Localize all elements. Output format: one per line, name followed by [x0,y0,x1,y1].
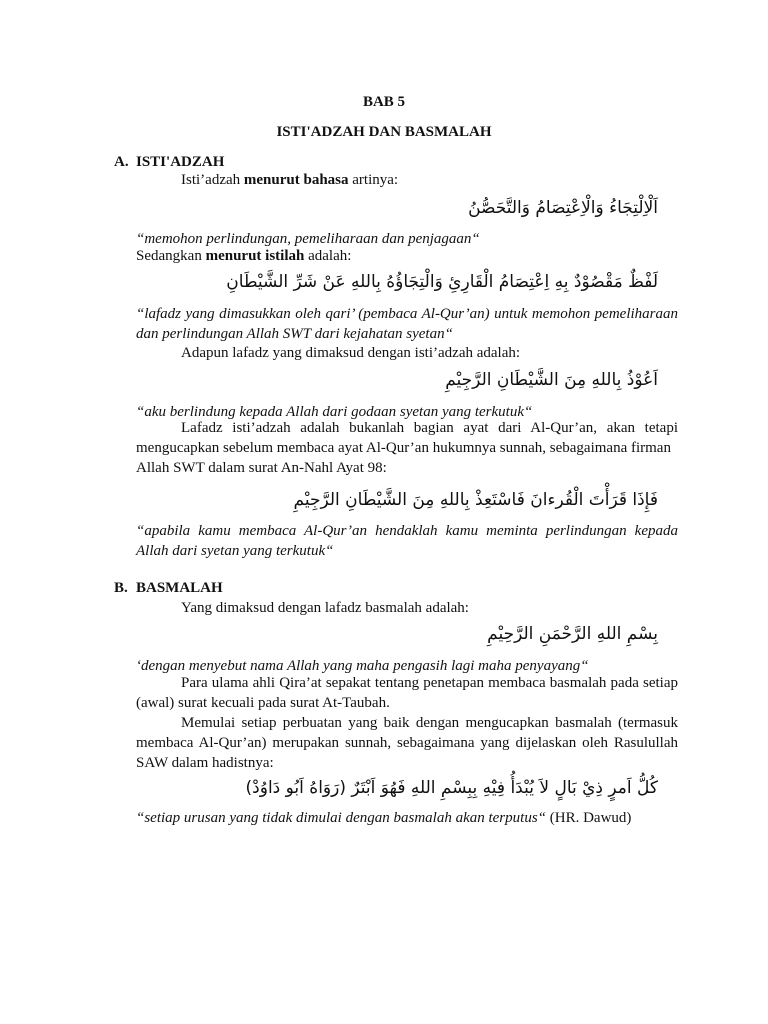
meaning-istilah-line2: dan perlindungan Allah SWT dari kejahatan syetan“ [136,326,453,342]
paragraph-b2-line1: Memulai setiap perbuatan yang baik dengan mengucapkan basmalah (termasuk [181,715,678,731]
istilah-text-end: adalah: [304,248,352,264]
meaning-an-nahl-line1: “apabila kamu membaca Al-Qur’an hendaklah kamu meminta perlindungan kepada [136,523,678,539]
arabic-istilah: لَفْظٌ مَقْصُوْدٌ بِهِ اِعْتِصَامُ الْقَارِئِ وَالْتِجَاؤُهُ بِاللهِ عَنْ شَرِّ الشَّيْطَانِ [226,272,658,292]
intro-text: Isti’adzah [181,172,244,188]
istilah-text: Sedangkan [136,248,206,264]
meaning-basmalah: ‘dengan menyebut nama Allah yang maha pengasih lagi maha penyayang“ [136,658,589,674]
section-b-letter: B. [114,580,128,596]
intro-bold: menurut bahasa [243,172,349,188]
section-a-title: ISTI'ADZAH [136,154,225,170]
lafadz-intro: Adapun lafadz yang dimaksud dengan isti’adzah adalah: [181,345,521,361]
arabic-taawudz: اَعُوْذُ بِاللهِ مِنَ الشَّيْطَانِ الرَّجِيْمِ [445,370,658,390]
paragraph-b1-line2: (awal) surat kecuali pada surat At-Taubah. [136,695,390,711]
section-b-title: BASMALAH [136,580,223,596]
arabic-hadith: كُلُّ اَمرٍ ذِيْ بَالٍ لاَ يُبْدَأُ فِيْهِ بِبِسْمِ اللهِ فَهُوَ اَبْتَرٌ (رَوَاهُ اَبُو دَاوُدْ) [245,778,658,798]
meaning-taawudz: “aku berlindung kepada Allah dari godaan syetan yang terkutuk“ [136,404,533,420]
meaning-bahasa: “memohon perlindungan, pemeliharaan dan penjagaan“ [136,231,480,247]
paragraph-b2-line3: SAW dalam hadistnya: [136,755,274,771]
arabic-an-nahl-98: فَإِذَا قَرَأْتَ الْقُرءانَ فَاسْتَعِذْ بِاللهِ مِنَ الشَّيْطَانِ الرَّجِيْمِ [293,490,658,510]
meaning-hadith-text: “setiap urusan yang tidak dimulai dengan basmalah akan terputus“ [136,810,546,826]
basmalah-intro: Yang dimaksud dengan lafadz basmalah adalah: [181,600,469,616]
arabic-bahasa: اَلْاِلْتِجَاءُ وَالْاِعْتِصَامُ وَالتَّحَصُّنُ [468,198,658,218]
istiadzah-istilah-intro [136,246,678,266]
chapter-title: ISTI'ADZAH DAN BASMALAH [276,124,492,140]
chapter-label: BAB 5 [362,94,406,110]
paragraph-a1-line3: Allah SWT dalam surat An-Nahl Ayat 98: [136,460,387,476]
section-a-letter: A. [114,154,129,170]
section-b-heading [114,580,223,597]
arabic-basmalah: بِسْمِ اللهِ الرَّحْمَنِ الرَّحِيْمِ [487,624,658,644]
meaning-istilah-line1: “lafadz yang dimasukkan oleh qari’ (pembaca Al-Qur’an) untuk memohon pemeliharaan [136,306,678,322]
meaning-hadith [136,808,678,828]
paragraph-a1-line2: mengucapkan sebelum membaca ayat Al-Qur’an hukumnya sunnah, sebagaimana firman [136,440,671,456]
section-a-heading [114,154,224,171]
paragraph-b1-line1: Para ulama ahli Qira’at sepakat tentang penetapan membaca basmalah pada setiap [181,675,678,691]
paragraph-b2-line2: membaca Al-Qur’an) merupakan sunnah, sebagaimana yang dijelaskan oleh Rasulullah [136,735,678,751]
hadith-source: (HR. Dawud) [546,810,632,826]
meaning-an-nahl-line2: Allah dari syetan yang terkutuk“ [136,543,334,559]
paragraph-a1-line1: Lafadz isti’adzah adalah bukanlah bagian ayat dari Al-Qur’an, akan tetapi [181,420,678,436]
istiadzah-bahasa-intro [181,170,678,190]
intro-text-end: artinya: [348,172,399,188]
istilah-bold: menurut istilah [205,248,305,264]
